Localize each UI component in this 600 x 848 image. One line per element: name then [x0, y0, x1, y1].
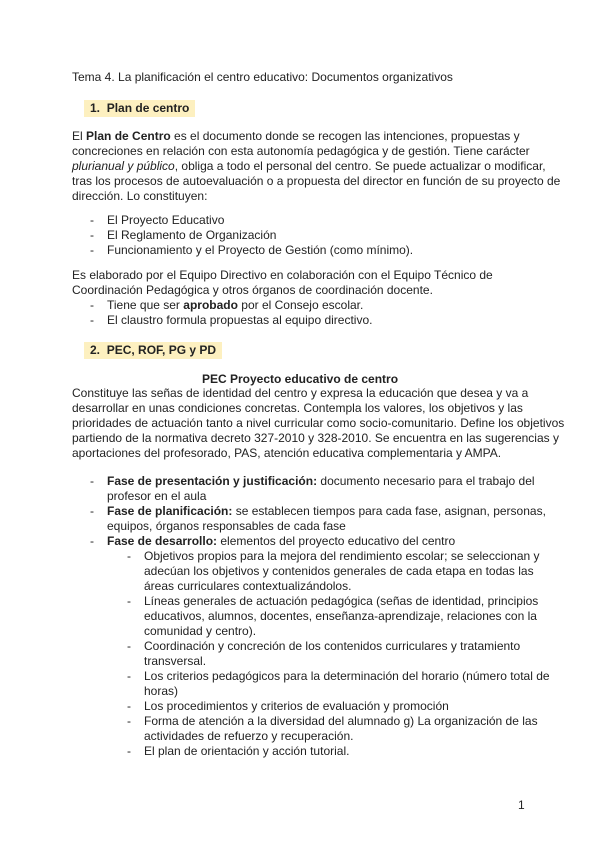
s1-paragraph-line: dirección. Lo constituyen:	[72, 189, 208, 203]
phase-item-cont: profesor en el aula	[107, 489, 207, 503]
sub-bullet: -	[127, 714, 131, 728]
sub-item: Forma de atención a la diversidad del alumnado g) La organización de las	[144, 714, 538, 728]
s2-paragraph-line: prioridades de actuación tanto a nivel curricular como socio-comunitario. Define los objetivos	[72, 416, 565, 430]
sub-item: El plan de orientación y acción tutorial.	[144, 744, 350, 758]
sub-item: Los procedimientos y criterios de evaluación y promoción	[144, 699, 449, 713]
list-bullet: -	[90, 228, 94, 242]
list-item: El Proyecto Educativo	[107, 213, 225, 227]
sub-item: Líneas generales de actuación pedagógica (señas de identidad, principios	[144, 594, 539, 608]
sub-bullet: -	[127, 744, 131, 758]
list-item: El claustro formula propuestas al equipo directivo.	[107, 313, 373, 327]
s1-paragraph-line: plurianual y público, obliga a todo el personal del centro. Se puede actualizar o modificar,	[72, 159, 546, 173]
list-bullet: -	[90, 534, 94, 548]
s2-paragraph-line: aportaciones del profesorado, PAS, atención educativa complementaria y AMPA.	[72, 446, 502, 460]
sub-bullet: -	[127, 639, 131, 653]
phase-item: Fase de planificación: se establecen tiempos para cada fase, asignan, personas,	[107, 504, 546, 518]
list-bullet: -	[90, 504, 94, 518]
list-bullet: -	[90, 298, 94, 312]
s2-paragraph-line: Constituye las señas de identidad del centro y expresa la educación que desea y va a	[72, 386, 529, 400]
page-header: Tema 4. La planificación el centro educativo: Documentos organizativos	[72, 70, 453, 84]
sub-item: actividades de refuerzo y recuperación.	[144, 729, 354, 743]
phase-item-cont: equipos, órganos responsables de cada fase	[107, 519, 346, 533]
sub-bullet: -	[127, 549, 131, 563]
s1-paragraph-line: Coordinación Pedagógica y otros órganos de coordinación docente.	[72, 283, 433, 297]
sub-item: Coordinación y concreción de los contenidos curriculares y tratamiento	[144, 639, 521, 653]
sub-bullet: -	[127, 699, 131, 713]
s1-paragraph-line: Es elaborado por el Equipo Directivo en colaboración con el Equipo Técnico de	[72, 268, 493, 282]
sub-item: Los criterios pedagógicos para la determinación del horario (número total de	[144, 669, 550, 683]
list-item: Tiene que ser aprobado por el Consejo escolar.	[107, 298, 364, 312]
sub-item: educativos, alumnos, docentes, enseñanza-aprendizaje, relaciones con la	[144, 609, 537, 623]
pec-subtitle: PEC Proyecto educativo de centro	[201, 372, 399, 386]
list-item: Funcionamiento y el Proyecto de Gestión (como mínimo).	[107, 243, 414, 257]
sub-item: comunidad y centro).	[144, 624, 257, 638]
s2-paragraph-line: partiendo de la normativa decreto 327-2010 y 328-2010. Se encuentra en las sugerencias y	[72, 431, 559, 445]
page-number: 1	[518, 798, 525, 812]
sub-bullet: -	[127, 594, 131, 608]
s1-paragraph-line: concreciones en relación con esta autonomía pedagógica y de gestión. Tiene carácter	[72, 144, 530, 158]
section-2-heading: 2. PEC, ROF, PG y PD	[90, 343, 222, 358]
phase-item: Fase de desarrollo: elementos del proyecto educativo del centro	[107, 534, 456, 548]
list-bullet: -	[90, 313, 94, 327]
sub-item: horas)	[144, 684, 179, 698]
sub-item: adecúan los objetivos y contenidos generales de cada etapa en todas las	[144, 564, 534, 578]
sub-item: áreas curriculares contextualizándolos.	[144, 579, 352, 593]
sub-bullet: -	[127, 669, 131, 683]
sub-item: Objetivos propios para la mejora del rendimiento escolar; se seleccionan y	[144, 549, 540, 563]
s1-paragraph-line: tras los procesos de autoevaluación o a propuesta del director en función de su proyecto de	[72, 174, 561, 188]
list-bullet: -	[90, 213, 94, 227]
list-bullet: -	[90, 474, 94, 488]
section-1-heading: 1. Plan de centro	[90, 101, 195, 116]
list-item: El Reglamento de Organización	[107, 228, 277, 242]
phase-item: Fase de presentación y justificación: documento necesario para el trabajo del	[107, 474, 535, 488]
s2-paragraph-line: desarrollar en unas condiciones concretas. Contempla los valores, los objetivos y las	[72, 401, 523, 415]
list-bullet: -	[90, 243, 94, 257]
s1-paragraph-line: El Plan de Centro es el documento donde se recogen las intenciones, propuestas y	[72, 129, 520, 143]
sub-item: transversal.	[144, 654, 207, 668]
